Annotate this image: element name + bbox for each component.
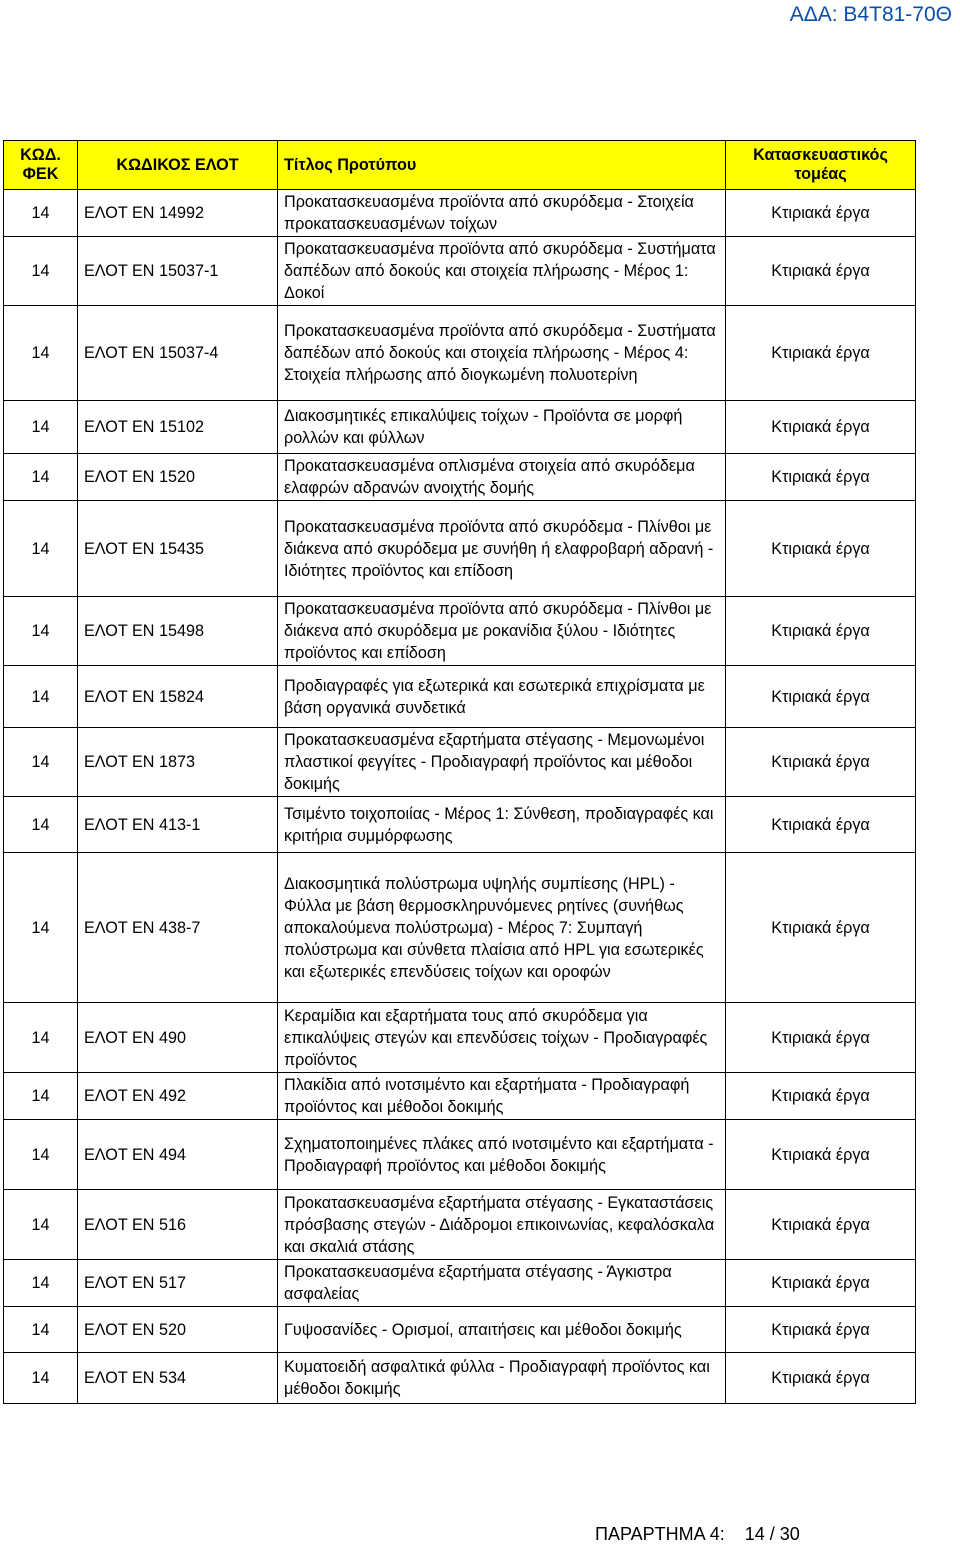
table-row [4,1073,916,1120]
cell-elot-code: ΕΛΟΤ EN 516 [78,1190,278,1260]
cell-elot-code: ΕΛΟΤ EN 15435 [78,501,278,597]
cell-sector: Κτιριακά έργα [726,1353,916,1404]
cell-fek-code: 14 [4,190,78,237]
cell-fek-code: 14 [4,1003,78,1073]
table-row [4,501,916,597]
cell-fek-code: 14 [4,306,78,401]
cell-sector: Κτιριακά έργα [726,501,916,597]
standards-table [3,140,916,1404]
cell-sector: Κτιριακά έργα [726,1073,916,1120]
cell-elot-code: ΕΛΟΤ EN 14992 [78,190,278,237]
cell-title: Σχηματοποιημένες πλάκες από ινοτσιμέντο και εξαρτήματα - Προδιαγραφή προϊόντος και μέθοδοι δοκιμής [278,1120,726,1190]
cell-sector: Κτιριακά έργα [726,797,916,853]
cell-elot-code: ΕΛΟΤ EN 15037-4 [78,306,278,401]
cell-sector: Κτιριακά έργα [726,1120,916,1190]
cell-sector: Κτιριακά έργα [726,728,916,797]
table-row [4,401,916,454]
cell-sector: Κτιριακά έργα [726,1190,916,1260]
cell-elot-code: ΕΛΟΤ EN 490 [78,1003,278,1073]
table-row [4,597,916,666]
header-sector: Κατασκευαστικός τομέας [726,141,916,190]
header-fek-code: ΚΩΔ. ΦΕΚ [4,141,78,190]
cell-title: Διακοσμητικά πολύστρωμα υψηλής συμπίεσης (HPL) - Φύλλα με βάση θερμοσκληρυνόμενες ρητίνες (συνήθως αποκαλούμενα πολύστρωμα) - Μέρος 7: Συμπαγή πολύστρωμα και σύνθετα πλαίσια από HPL για εσωτερικές και εξωτερικές επενδύσεις τοίχων και οροφών [278,853,726,1003]
table-row [4,1307,916,1353]
cell-sector: Κτιριακά έργα [726,454,916,501]
cell-elot-code: ΕΛΟΤ EN 15037-1 [78,237,278,306]
cell-elot-code: ΕΛΟΤ EN 1873 [78,728,278,797]
cell-sector: Κτιριακά έργα [726,666,916,728]
cell-fek-code: 14 [4,401,78,454]
cell-fek-code: 14 [4,1073,78,1120]
cell-sector: Κτιριακά έργα [726,306,916,401]
table-row [4,306,916,401]
cell-fek-code: 14 [4,1260,78,1307]
cell-title: Προκατασκευασμένα προϊόντα από σκυρόδεμα - Πλίνθοι με διάκενα από σκυρόδεμα με συνήθη ή ελαφροβαρή αδρανή - Ιδιότητες προϊόντος και επίδοση [278,501,726,597]
table-row [4,1120,916,1190]
cell-fek-code: 14 [4,666,78,728]
cell-elot-code: ΕΛΟΤ EN 15102 [78,401,278,454]
cell-sector: Κτιριακά έργα [726,1260,916,1307]
cell-fek-code: 14 [4,237,78,306]
cell-elot-code: ΕΛΟΤ EN 1520 [78,454,278,501]
cell-sector: Κτιριακά έργα [726,853,916,1003]
cell-fek-code: 14 [4,501,78,597]
cell-title: Προκατασκευασμένα προϊόντα από σκυρόδεμα - Πλίνθοι με διάκενα από σκυρόδεμα με ροκανίδια ξύλου - Ιδιότητες προϊόντος και επίδοση [278,597,726,666]
cell-sector: Κτιριακά έργα [726,401,916,454]
cell-sector: Κτιριακά έργα [726,597,916,666]
page-number: 14 / 30 [744,1524,800,1544]
cell-sector: Κτιριακά έργα [726,1307,916,1353]
cell-elot-code: ΕΛΟΤ EN 492 [78,1073,278,1120]
cell-elot-code: ΕΛΟΤ EN 517 [78,1260,278,1307]
cell-title: Προκατασκευασμένα προϊόντα από σκυρόδεμα - Συστήματα δαπέδων από δοκούς και στοιχεία πλήρωσης - Μέρος 4: Στοιχεία πλήρωσης από διογκωμένη πολυοτερίνη [278,306,726,401]
table-row [4,728,916,797]
cell-elot-code: ΕΛΟΤ EN 413-1 [78,797,278,853]
cell-title: Διακοσμητικές επικαλύψεις τοίχων - Προϊόντα σε μορφή ρολλών και φύλλων [278,401,726,454]
cell-title: Προκατασκευασμένα εξαρτήματα στέγασης - Εγκαταστάσεις πρόσβασης στεγών - Διάδρομοι επικοινωνίας, κεφαλόσκαλα και σκαλιά στάσης [278,1190,726,1260]
header-elot-code: ΚΩΔΙΚΟΣ ΕΛΟΤ [78,141,278,190]
page-footer [595,1524,800,1545]
cell-sector: Κτιριακά έργα [726,237,916,306]
document-id: ΑΔΑ: Β4Τ81-70Θ [789,3,952,26]
cell-fek-code: 14 [4,1190,78,1260]
cell-fek-code: 14 [4,728,78,797]
cell-fek-code: 14 [4,797,78,853]
table-row [4,454,916,501]
cell-title: Προκατασκευασμένα εξαρτήματα στέγασης - Άγκιστρα ασφαλείας [278,1260,726,1307]
cell-title: Πλακίδια από ινοτσιμέντο και εξαρτήματα - Προδιαγραφή προϊόντος και μέθοδοι δοκιμής [278,1073,726,1120]
cell-sector: Κτιριακά έργα [726,190,916,237]
cell-elot-code: ΕΛΟΤ EN 15824 [78,666,278,728]
cell-elot-code: ΕΛΟΤ EN 438-7 [78,853,278,1003]
table-row [4,853,916,1003]
cell-elot-code: ΕΛΟΤ EN 494 [78,1120,278,1190]
cell-title: Προκατασκευασμένα προϊόντα από σκυρόδεμα - Συστήματα δαπέδων από δοκούς και στοιχεία πλήρωσης - Μέρος 1: Δοκοί [278,237,726,306]
table-row [4,1190,916,1260]
cell-title: Κυματοειδή ασφαλτικά φύλλα - Προδιαγραφή προϊόντος και μέθοδοι δοκιμής [278,1353,726,1404]
table-row [4,1003,916,1073]
table-row [4,237,916,306]
cell-title: Γυψοσανίδες - Ορισμοί, απαιτήσεις και μέθοδοι δοκιμής [278,1307,726,1353]
cell-title: Προκατασκευασμένα εξαρτήματα στέγασης - Μεμονωμένοι πλαστικοί φεγγίτες - Προδιαγραφή προϊόντος και μέθοδοι δοκιμής [278,728,726,797]
header-title: Τίτλος Προτύπου [278,141,726,190]
cell-fek-code: 14 [4,1120,78,1190]
cell-elot-code: ΕΛΟΤ EN 534 [78,1353,278,1404]
cell-sector: Κτιριακά έργα [726,1003,916,1073]
table-row [4,1260,916,1307]
cell-title: Προκατασκευασμένα οπλισμένα στοιχεία από σκυρόδεμα ελαφρών αδρανών ανοιχτής δομής [278,454,726,501]
cell-elot-code: ΕΛΟΤ EN 520 [78,1307,278,1353]
cell-title: Προκατασκευασμένα προϊόντα από σκυρόδεμα - Στοιχεία προκατασκευασμένων τοίχων [278,190,726,237]
table-row [4,190,916,237]
cell-title: Τσιμέντο τοιχοποιίας - Μέρος 1: Σύνθεση, προδιαγραφές και κριτήρια συμμόρφωσης [278,797,726,853]
table-row [4,666,916,728]
cell-fek-code: 14 [4,853,78,1003]
table-row [4,1353,916,1404]
cell-title: Κεραμίδια και εξαρτήματα τους από σκυρόδεμα για επικαλύψεις στεγών και επενδύσεις τοίχων - Προδιαγραφές προϊόντος [278,1003,726,1073]
cell-fek-code: 14 [4,454,78,501]
cell-elot-code: ΕΛΟΤ EN 15498 [78,597,278,666]
cell-fek-code: 14 [4,597,78,666]
annex-label: ΠΑΡΑΡΤΗΜΑ 4: [595,1524,725,1544]
cell-title: Προδιαγραφές για εξωτερικά και εσωτερικά επιχρίσματα με βάση οργανικά συνδετικά [278,666,726,728]
table-header-row [4,141,916,190]
cell-fek-code: 14 [4,1353,78,1404]
cell-fek-code: 14 [4,1307,78,1353]
table-row [4,797,916,853]
